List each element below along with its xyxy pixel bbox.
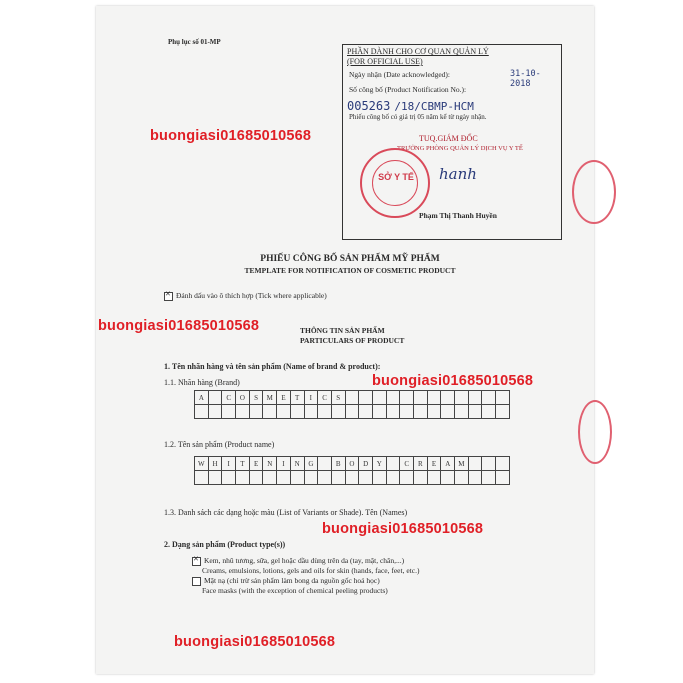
- brand-grid-cell[interactable]: [331, 405, 345, 419]
- date-acknowledged-value: 31-10-2018: [510, 69, 541, 89]
- product-type-option-2: [192, 576, 380, 586]
- section-title-vi: THÔNG TIN SẢN PHẨM: [300, 326, 385, 335]
- signer-department: TRƯỞNG PHÒNG QUẢN LÝ DỊCH VỤ Y TẾ: [397, 145, 523, 152]
- annex-label: Phụ lục số 01-MP: [168, 38, 221, 46]
- product-name-grid-cell[interactable]: [195, 471, 209, 485]
- product-name-grid-cell[interactable]: [427, 471, 441, 485]
- edge-stamp-top: [572, 160, 616, 224]
- product-name-grid-cell[interactable]: [359, 471, 373, 485]
- product-name-grid-cell[interactable]: R: [414, 457, 428, 471]
- option-1-vi: Kem, nhũ tương, sữa, gel hoặc dầu dùng trên da (tay, mặt, chân,...): [204, 556, 405, 565]
- product-name-grid-cell[interactable]: M: [455, 457, 469, 471]
- brand-grid-cell[interactable]: [263, 405, 277, 419]
- option-2-en: Face masks (with the exception of chemical peeling products): [202, 586, 388, 595]
- brand-grid-cell[interactable]: [208, 391, 222, 405]
- brand-grid-cell[interactable]: [414, 405, 428, 419]
- product-name-grid-cell[interactable]: E: [249, 457, 263, 471]
- product-name-grid-cell[interactable]: [400, 471, 414, 485]
- brand-grid-cell[interactable]: [468, 391, 482, 405]
- watermark-3: buongiasi01685010568: [372, 373, 534, 389]
- product-name-grid-cell[interactable]: [304, 471, 318, 485]
- product-name-grid-cell[interactable]: [496, 471, 510, 485]
- product-name-grid-cell[interactable]: G: [304, 457, 318, 471]
- product-name-grid-cell[interactable]: [372, 471, 386, 485]
- brand-grid-row: [195, 391, 510, 405]
- brand-grid-cell[interactable]: [496, 405, 510, 419]
- option-1-checkbox[interactable]: [192, 557, 201, 566]
- section-title-en: PARTICULARS OF PRODUCT: [300, 336, 405, 345]
- product-name-label: 1.2. Tên sản phẩm (Product name): [164, 440, 275, 449]
- product-name-grid-cell[interactable]: [414, 471, 428, 485]
- product-name-grid-cell[interactable]: [441, 471, 455, 485]
- brand-grid-cell[interactable]: [359, 405, 373, 419]
- product-name-grid-cell[interactable]: I: [222, 457, 236, 471]
- brand-grid-cell[interactable]: [372, 405, 386, 419]
- brand-grid-cell[interactable]: [427, 391, 441, 405]
- product-name-grid-cell[interactable]: [482, 457, 496, 471]
- brand-grid: [194, 390, 510, 419]
- validity-note: Phiếu công bố có giá trị 05 năm kể từ ngày nhận.: [349, 113, 487, 121]
- brand-grid-cell[interactable]: S: [331, 391, 345, 405]
- brand-grid-cell[interactable]: [359, 391, 373, 405]
- product-name-grid-cell[interactable]: [386, 457, 400, 471]
- brand-label: 1.1. Nhãn hàng (Brand): [164, 378, 240, 387]
- tick-example-checkbox: [164, 292, 173, 301]
- brand-grid-cell[interactable]: [222, 405, 236, 419]
- product-name-grid-cell[interactable]: A: [441, 457, 455, 471]
- brand-grid-cell[interactable]: [195, 405, 209, 419]
- brand-grid-cell[interactable]: [304, 405, 318, 419]
- brand-grid-cell[interactable]: [386, 391, 400, 405]
- question-2-title: 2. Dạng sản phẩm (Product type(s)): [164, 540, 286, 549]
- brand-grid-cell[interactable]: [277, 405, 291, 419]
- form-title-en: TEMPLATE FOR NOTIFICATION OF COSMETIC PRODUCT: [244, 266, 456, 275]
- seal-inner-ring: [372, 160, 418, 206]
- signature: hanh: [439, 165, 477, 183]
- brand-grid-cell[interactable]: [372, 391, 386, 405]
- seal-text: SỞ Y TẾ: [378, 172, 414, 182]
- question-1-title: 1. Tên nhãn hàng và tên sản phẩm (Name of brand & product):: [164, 362, 381, 371]
- official-seal: [360, 148, 430, 218]
- official-heading-en: (FOR OFFICIAL USE): [347, 57, 423, 66]
- product-name-grid-cell[interactable]: [222, 471, 236, 485]
- product-name-grid-cell[interactable]: [208, 471, 222, 485]
- brand-grid-cell[interactable]: [400, 405, 414, 419]
- product-name-grid-cell[interactable]: H: [208, 457, 222, 471]
- brand-grid-cell[interactable]: E: [277, 391, 291, 405]
- product-name-grid-cell[interactable]: [386, 471, 400, 485]
- tick-note: [164, 291, 327, 301]
- product-name-grid-cell[interactable]: [496, 457, 510, 471]
- product-name-grid-cell[interactable]: N: [263, 457, 277, 471]
- product-name-grid-cell[interactable]: [318, 471, 332, 485]
- product-name-grid-row: [195, 457, 510, 471]
- variants-label: 1.3. Danh sách các dạng hoặc màu (List of Variants or Shade). Tên (Names): [164, 508, 408, 517]
- product-name-grid-cell[interactable]: [263, 471, 277, 485]
- brand-grid-cell[interactable]: [345, 391, 359, 405]
- product-name-grid-cell[interactable]: O: [345, 457, 359, 471]
- tick-note-text: Đánh dấu vào ô thích hợp (Tick where applicable): [176, 291, 327, 300]
- product-name-grid-cell[interactable]: I: [277, 457, 291, 471]
- product-name-grid-cell[interactable]: W: [195, 457, 209, 471]
- brand-grid-cell[interactable]: [496, 391, 510, 405]
- product-name-grid-cell[interactable]: [249, 471, 263, 485]
- brand-grid-cell[interactable]: [427, 405, 441, 419]
- brand-grid-cell[interactable]: M: [263, 391, 277, 405]
- brand-grid-cell[interactable]: [400, 391, 414, 405]
- brand-grid-cell[interactable]: [455, 391, 469, 405]
- product-type-option-1: [192, 556, 404, 566]
- option-1-en: Creams, emulsions, lotions, gels and oils for skin (hands, face, feet, etc.): [202, 566, 420, 575]
- brand-grid-cell[interactable]: [249, 405, 263, 419]
- brand-grid-cell[interactable]: [414, 391, 428, 405]
- notification-number-label: Số công bố (Product Notification No.):: [349, 85, 467, 94]
- brand-grid-cell[interactable]: S: [249, 391, 263, 405]
- option-2-checkbox[interactable]: [192, 577, 201, 586]
- product-name-grid-cell[interactable]: [277, 471, 291, 485]
- product-name-grid-cell[interactable]: Y: [372, 457, 386, 471]
- brand-grid-cell[interactable]: I: [304, 391, 318, 405]
- notification-number-value: 005263: [347, 99, 391, 113]
- brand-grid-cell[interactable]: [318, 405, 332, 419]
- watermark-1: buongiasi01685010568: [150, 128, 312, 144]
- brand-grid-cell[interactable]: [290, 405, 304, 419]
- product-name-grid-cell[interactable]: [345, 471, 359, 485]
- brand-grid-cell[interactable]: [455, 405, 469, 419]
- brand-grid-cell[interactable]: [208, 405, 222, 419]
- brand-grid-cell[interactable]: [441, 391, 455, 405]
- watermark-5: buongiasi01685010568: [174, 634, 336, 650]
- brand-grid-cell[interactable]: [468, 405, 482, 419]
- product-name-grid-cell[interactable]: D: [359, 457, 373, 471]
- product-name-grid-cell[interactable]: N: [290, 457, 304, 471]
- product-name-grid-cell[interactable]: B: [331, 457, 345, 471]
- form-title-vi: PHIẾU CÔNG BỐ SẢN PHẨM MỸ PHẨM: [260, 254, 440, 264]
- brand-grid-cell[interactable]: [386, 405, 400, 419]
- signer-title: TUQ.GIÁM ĐỐC: [419, 134, 478, 143]
- brand-grid-row: [195, 405, 510, 419]
- watermark-4: buongiasi01685010568: [322, 521, 484, 537]
- edge-stamp-middle: [578, 400, 612, 464]
- option-2-vi: Mặt nạ (chỉ trừ sản phẩm làm bong da nguồn gốc hoá học): [204, 576, 380, 585]
- brand-grid-cell[interactable]: A: [195, 391, 209, 405]
- brand-grid-cell[interactable]: T: [290, 391, 304, 405]
- brand-grid-cell[interactable]: O: [236, 391, 250, 405]
- brand-grid-cell[interactable]: [482, 391, 496, 405]
- product-name-grid-cell[interactable]: [318, 457, 332, 471]
- signer-name: Phạm Thị Thanh Huyền: [419, 211, 497, 220]
- brand-grid-cell[interactable]: [236, 405, 250, 419]
- product-name-grid-cell[interactable]: [482, 471, 496, 485]
- brand-grid-cell[interactable]: C: [222, 391, 236, 405]
- date-acknowledged-label: Ngày nhận (Date acknowledged):: [349, 70, 451, 79]
- brand-grid-cell[interactable]: [441, 405, 455, 419]
- product-name-grid: [194, 456, 510, 485]
- product-name-grid-cell[interactable]: [468, 457, 482, 471]
- brand-grid-cell[interactable]: C: [318, 391, 332, 405]
- product-name-grid-cell[interactable]: [455, 471, 469, 485]
- brand-grid-cell[interactable]: [482, 405, 496, 419]
- product-name-grid-cell[interactable]: [236, 471, 250, 485]
- official-heading-vi: PHẦN DÀNH CHO CƠ QUAN QUẢN LÝ: [347, 47, 489, 56]
- notification-number-suffix: /18/CBMP-HCM: [394, 100, 474, 113]
- product-name-grid-cell[interactable]: [331, 471, 345, 485]
- product-name-grid-cell[interactable]: [468, 471, 482, 485]
- product-name-grid-row: [195, 471, 510, 485]
- product-name-grid-cell[interactable]: [290, 471, 304, 485]
- product-name-grid-cell[interactable]: T: [236, 457, 250, 471]
- brand-grid-cell[interactable]: [345, 405, 359, 419]
- watermark-2: buongiasi01685010568: [98, 318, 260, 334]
- product-name-grid-cell[interactable]: E: [427, 457, 441, 471]
- product-name-grid-cell[interactable]: C: [400, 457, 414, 471]
